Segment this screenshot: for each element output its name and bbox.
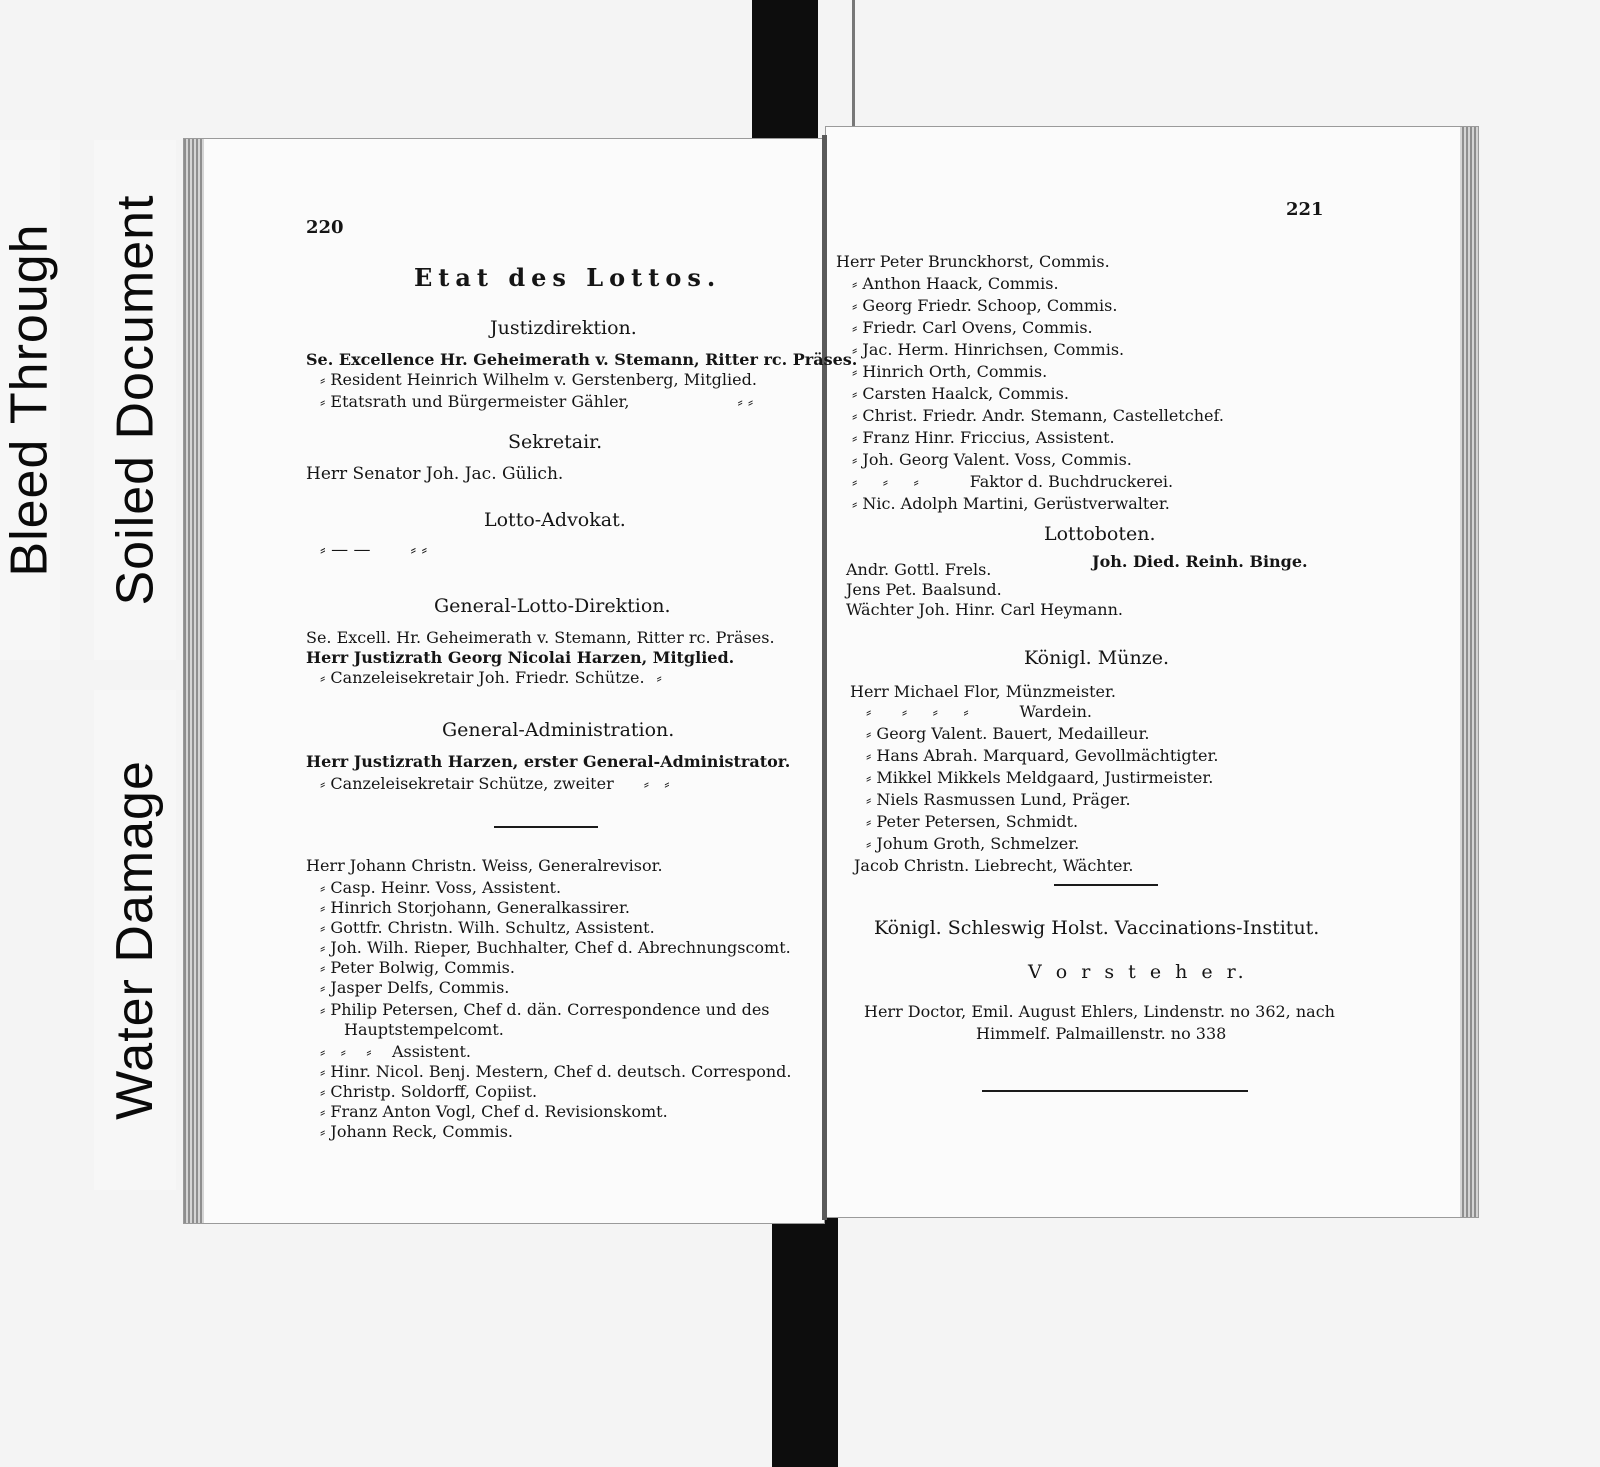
staff-line-14: ⸗ Johann Reck, Commis.: [320, 1122, 513, 1141]
commis-line-8: ⸗ Christ. Friedr. Andr. Stemann, Castelletchef.: [852, 406, 1224, 425]
muenze-line-3: ⸗ Georg Valent. Bauert, Medailleur.: [866, 724, 1150, 743]
staff-line-7: ⸗ Jasper Delfs, Commis.: [320, 978, 510, 997]
muenze-line-2-text: Wardein.: [1019, 702, 1093, 721]
commis-line-10-text: Joh. Georg Valent. Voss, Commis.: [862, 450, 1132, 469]
commis-line-2: ⸗ Anthon Haack, Commis.: [852, 274, 1059, 293]
right-divider-2: [982, 1090, 1248, 1092]
muenze-line-8-text: Johum Groth, Schmelzer.: [876, 834, 1080, 853]
boten-line-4: Wächter Joh. Hinr. Carl Heymann.: [846, 600, 1123, 619]
advokat-dashes: — —: [331, 540, 371, 560]
gutter: [822, 135, 827, 1220]
muenze-line-3-text: Georg Valent. Bauert, Medailleur.: [876, 724, 1150, 743]
muenze-heading: Königl. Münze.: [1024, 647, 1169, 669]
boten-line-2: Joh. Died. Reinh. Binge.: [1092, 552, 1308, 571]
muenze-line-9: Jacob Christn. Liebrecht, Wächter.: [854, 856, 1134, 875]
commis-line-9-text: Franz Hinr. Friccius, Assistent.: [862, 428, 1115, 447]
gld-line-2: Herr Justizrath Georg Nicolai Harzen, Mitglied.: [306, 648, 735, 667]
muenze-line-5: ⸗ Mikkel Mikkels Meldgaard, Justirmeister.: [866, 768, 1214, 787]
staff-line-2: ⸗ Casp. Heinr. Voss, Assistent.: [320, 878, 562, 897]
justiz-line-2-text: Resident Heinrich Wilhelm v. Gerstenberg, Mitglied.: [330, 370, 757, 389]
bleed-through-text: Bleed Through: [1, 223, 59, 577]
commis-line-4: ⸗ Friedr. Carl Ovens, Commis.: [852, 318, 1093, 337]
staff-line-5-text: Joh. Wilh. Rieper, Buchhalter, Chef d. Abrechnungscomt.: [330, 938, 791, 957]
muenze-line-1: Herr Michael Flor, Münzmeister.: [850, 682, 1116, 701]
staff-line-11-text: Hinr. Nicol. Benj. Mestern, Chef d. deutsch. Correspond.: [330, 1062, 792, 1081]
boten-heading: Lottoboten.: [1044, 523, 1156, 545]
vorsteher-line-2: Himmelf. Palmaillenstr. no 338: [976, 1024, 1227, 1043]
staff-line-8: ⸗ Philip Petersen, Chef d. dän. Correspondence und des: [320, 1000, 770, 1019]
muenze-line-5-text: Mikkel Mikkels Meldgaard, Justirmeister.: [876, 768, 1214, 787]
gld-line-3: ⸗ Canzeleisekretair Joh. Friedr. Schütze. ⸗: [320, 668, 662, 687]
staff-line-5: ⸗ Joh. Wilh. Rieper, Buchhalter, Chef d. Abrechnungscomt.: [320, 938, 791, 957]
commis-line-3: ⸗ Georg Friedr. Schoop, Commis.: [852, 296, 1118, 315]
commis-line-7-text: Carsten Haalck, Commis.: [862, 384, 1069, 403]
left-divider: [494, 826, 598, 828]
commis-line-5-text: Jac. Herm. Hinrichsen, Commis.: [862, 340, 1125, 359]
vorsteher-heading: V o r s t e h e r.: [1028, 961, 1248, 983]
boten-line-3: Jens Pet. Baalsund.: [846, 580, 1002, 599]
muenze-line-7: ⸗ Peter Petersen, Schmidt.: [866, 812, 1079, 831]
staff-line-1: Herr Johann Christn. Weiss, Generalrevisor.: [306, 856, 663, 875]
admin-line-2: ⸗ Canzeleisekretair Schütze, zweiter ⸗ ⸗: [320, 774, 670, 793]
top-spine-line: [852, 0, 855, 130]
staff-line-8-text: Philip Petersen, Chef d. dän. Correspondence und des: [330, 1000, 770, 1019]
staff-line-9: Hauptstempelcomt.: [344, 1020, 504, 1039]
justiz-line-3: ⸗ Etatsrath und Bürgermeister Gähler, ⸗ ⸗: [320, 392, 754, 411]
staff-line-13: ⸗ Franz Anton Vogl, Chef d. Revisionskomt.: [320, 1102, 668, 1121]
staff-line-4: ⸗ Gottfr. Christn. Wilh. Schultz, Assistent.: [320, 918, 655, 937]
sekretair-line: Herr Senator Joh. Jac. Gülich.: [306, 464, 564, 484]
commis-line-7: ⸗ Carsten Haalck, Commis.: [852, 384, 1069, 403]
boten-line-1: Andr. Gottl. Frels.: [846, 560, 992, 579]
page-title: Etat des Lottos.: [414, 263, 722, 292]
commis-line-12-text: Nic. Adolph Martini, Gerüstverwalter.: [862, 494, 1170, 513]
left-page-edge: [184, 139, 204, 1223]
commis-line-4-text: Friedr. Carl Ovens, Commis.: [862, 318, 1093, 337]
staff-line-3-text: Hinrich Storjohann, Generalkassirer.: [330, 898, 630, 917]
staff-line-12: ⸗ Christp. Soldorff, Copiist.: [320, 1082, 538, 1101]
admin-heading: General-Administration.: [442, 719, 675, 741]
staff-line-6-text: Peter Bolwig, Commis.: [330, 958, 515, 977]
justiz-heading: Justizdirektion.: [490, 317, 637, 339]
muenze-line-6: ⸗ Niels Rasmussen Lund, Präger.: [866, 790, 1131, 809]
commis-line-2-text: Anthon Haack, Commis.: [862, 274, 1059, 293]
gld-line-1: Se. Excell. Hr. Geheimerath v. Stemann, Ritter rc. Präses.: [306, 628, 775, 647]
staff-line-12-text: Christp. Soldorff, Copiist.: [330, 1082, 538, 1101]
staff-line-13-text: Franz Anton Vogl, Chef d. Revisionskomt.: [330, 1102, 668, 1121]
staff-line-4-text: Gottfr. Christn. Wilh. Schultz, Assistent.: [330, 918, 655, 937]
muenze-line-8: ⸗ Johum Groth, Schmelzer.: [866, 834, 1080, 853]
muenze-line-4-text: Hans Abrah. Marquard, Gevollmächtigter.: [876, 746, 1219, 765]
staff-line-10: ⸗ ⸗ ⸗ Assistent.: [320, 1042, 471, 1061]
justiz-line-2: ⸗ Resident Heinrich Wilhelm v. Gerstenberg, Mitglied.: [320, 370, 757, 389]
bleed-through-label: [0, 140, 60, 660]
vorsteher-line-1: Herr Doctor, Emil. August Ehlers, Lindenstr. no 362, nach: [864, 1002, 1335, 1021]
commis-line-9: ⸗ Franz Hinr. Friccius, Assistent.: [852, 428, 1115, 447]
commis-line-11-text: Faktor d. Buchdruckerei.: [969, 472, 1174, 491]
page-number-left: 220: [306, 217, 344, 238]
soiled-document-label: [94, 140, 176, 660]
commis-line-8-text: Christ. Friedr. Andr. Stemann, Castelletchef.: [862, 406, 1224, 425]
top-spine-strip: [752, 0, 818, 140]
bottom-spine-strip: [772, 1213, 838, 1467]
muenze-line-2: ⸗ ⸗ ⸗ ⸗ Wardein.: [866, 702, 1093, 721]
commis-line-6-text: Hinrich Orth, Commis.: [862, 362, 1048, 381]
gld-line-3-text: Canzeleisekretair Joh. Friedr. Schütze.: [330, 668, 645, 687]
staff-line-2-text: Casp. Heinr. Voss, Assistent.: [330, 878, 562, 897]
staff-line-10-text: Assistent.: [391, 1042, 471, 1061]
staff-line-6: ⸗ Peter Bolwig, Commis.: [320, 958, 515, 977]
commis-line-6: ⸗ Hinrich Orth, Commis.: [852, 362, 1048, 381]
staff-line-14-text: Johann Reck, Commis.: [330, 1122, 513, 1141]
water-damage-label: [94, 690, 176, 1190]
staff-line-11: ⸗ Hinr. Nicol. Benj. Mestern, Chef d. deutsch. Correspond.: [320, 1062, 792, 1081]
gld-heading: General-Lotto-Direktion.: [434, 595, 671, 617]
muenze-line-4: ⸗ Hans Abrah. Marquard, Gevollmächtigter.: [866, 746, 1219, 765]
staff-line-7-text: Jasper Delfs, Commis.: [330, 978, 510, 997]
muenze-line-6-text: Niels Rasmussen Lund, Präger.: [876, 790, 1131, 809]
muenze-line-7-text: Peter Petersen, Schmidt.: [876, 812, 1079, 831]
advokat-line: ⸗ — — ⸗ ⸗: [320, 540, 428, 560]
right-page-edge: [1460, 127, 1478, 1217]
page-number-right: 221: [1286, 199, 1324, 220]
commis-line-3-text: Georg Friedr. Schoop, Commis.: [862, 296, 1118, 315]
commis-line-12: ⸗ Nic. Adolph Martini, Gerüstverwalter.: [852, 494, 1170, 513]
commis-line-5: ⸗ Jac. Herm. Hinrichsen, Commis.: [852, 340, 1125, 359]
soiled-document-text: Soiled Document: [106, 194, 164, 606]
commis-line-11: ⸗ ⸗ ⸗ Faktor d. Buchdruckerei.: [852, 472, 1174, 491]
commis-line-1: Herr Peter Brunckhorst, Commis.: [836, 252, 1110, 271]
commis-line-10: ⸗ Joh. Georg Valent. Voss, Commis.: [852, 450, 1132, 469]
staff-line-3: ⸗ Hinrich Storjohann, Generalkassirer.: [320, 898, 630, 917]
water-damage-text: Water Damage: [106, 760, 164, 1120]
admin-line-2-text: Canzeleisekretair Schütze, zweiter: [330, 774, 614, 793]
justiz-line-1: Se. Excellence Hr. Geheimerath v. Stemann, Ritter rc. Präses.: [306, 350, 858, 369]
justiz-line-3-text: Etatsrath und Bürgermeister Gähler,: [330, 392, 630, 411]
advokat-heading: Lotto-Advokat.: [484, 509, 626, 531]
admin-line-1: Herr Justizrath Harzen, erster General-Administrator.: [306, 752, 791, 771]
vaccination-heading: Königl. Schleswig Holst. Vaccinations-Institut.: [874, 917, 1320, 939]
sekretair-heading: Sekretair.: [508, 431, 603, 453]
right-divider-1: [1054, 884, 1158, 886]
